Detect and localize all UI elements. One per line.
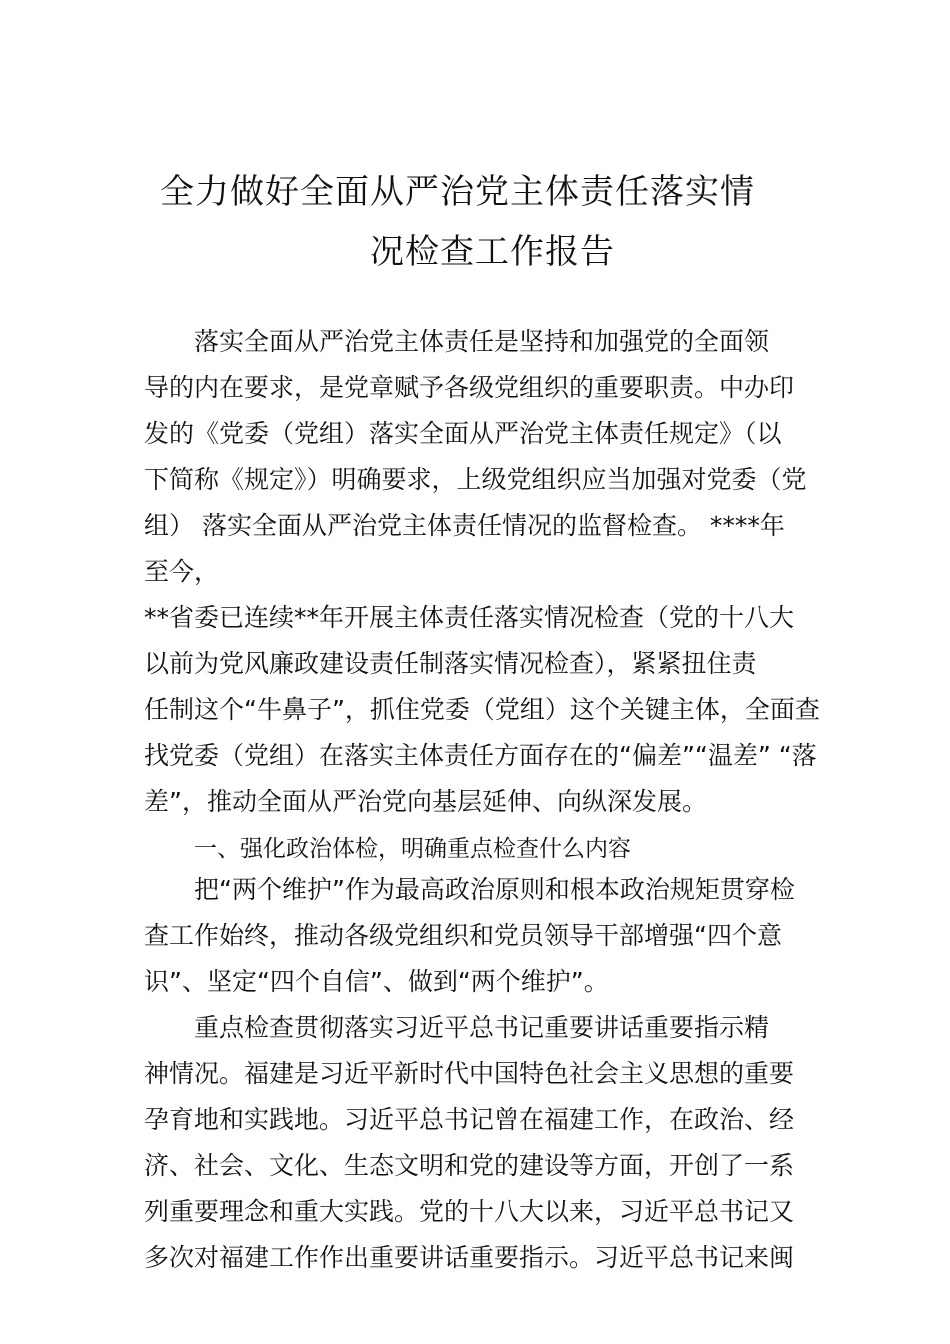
document-title-line-1: 全力做好全面从严治党主体责任落实情 [160,172,755,212]
paragraph-1-line-5: 组） 落实全面从严治党主体责任情况的监督检查。 ****年 [144,511,785,540]
paragraph-4-line-5: 列重要理念和重大实践。党的十八大以来，习近平总书记又 [144,1197,795,1226]
paragraph-4-line-2: 神情况。福建是习近平新时代中国特色社会主义思想的重要 [144,1059,795,1088]
paragraph-2-line-1: **省委已连续**年开展主体责任落实情况检查（党的十八大 [144,603,795,632]
section-heading-1: 一、强化政治体检，明确重点检查什么内容 [194,836,631,862]
paragraph-4-line-4: 济、社会、文化、生态文明和党的建设等方面，开创了一系 [144,1151,795,1180]
paragraph-3-line-1: 把“两个维护”作为最高政治原则和根本政治规矩贯穿检 [194,875,795,904]
paragraph-4-line-6: 多次对福建工作作出重要讲话重要指示。习近平总书记来闽 [144,1243,795,1272]
paragraph-2-line-3: 任制这个“牛鼻子”，抓住党委（党组）这个关键主体，全面查 [144,695,820,724]
paragraph-3-line-2: 查工作始终，推动各级党组织和党员领导干部增强“四个意 [144,921,782,950]
paragraph-3-line-3: 识”、坚定“四个自信”、做到“两个维护”。 [144,967,609,996]
paragraph-1-line-4: 下简称《规定》）明确要求，上级党组织应当加强对党委（党 [144,465,807,494]
paragraph-1-line-3: 发的《党委（党组）落实全面从严治党主体责任规定》（以 [144,419,782,448]
paragraph-1-line-1: 落实全面从严治党主体责任是坚持和加强党的全面领 [194,327,770,356]
document-title-line-2: 况检查工作报告 [370,232,615,272]
paragraph-2-line-2: 以前为党风廉政建设责任制落实情况检查），紧紧扭住责 [144,649,757,678]
paragraph-4-line-3: 孕育地和实践地。习近平总书记曾在福建工作，在政治、经 [144,1105,795,1134]
paragraph-1-line-6: 至今， [144,557,220,586]
paragraph-4-line-1: 重点检查贯彻落实习近平总书记重要讲话重要指示精 [194,1013,770,1042]
paragraph-2-line-4: 找党委（党组）在落实主体责任方面存在的“偏差”“温差” “落 [144,741,817,770]
paragraph-1-line-2: 导的内在要求，是党章赋予各级党组织的重要职责。中办印 [144,373,795,402]
paragraph-2-line-5: 差”，推动全面从严治党向基层延伸、向纵深发展。 [144,787,707,816]
